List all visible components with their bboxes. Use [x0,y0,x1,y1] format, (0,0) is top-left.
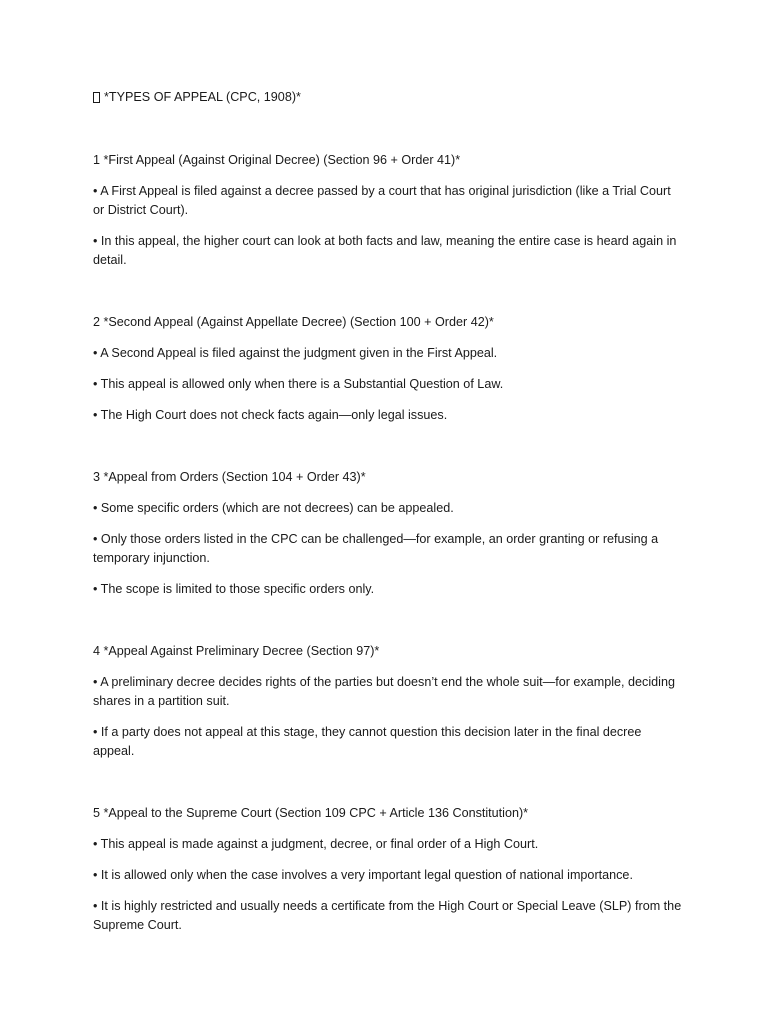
bullet-item: • The scope is limited to those specific orders only. [93,582,375,596]
bullet-item: • Some specific orders (which are not decrees) can be appealed. [93,501,454,515]
section-heading: 5 *Appeal to the Supreme Court (Section 109 CPC + Article 136 Constitution)* [93,806,529,820]
bullet-item: • In this appeal, the higher court can look at both facts and law, meaning the entire case is heard again in detail. [93,234,677,267]
bullet-item: • It is allowed only when the case involves a very important legal question of national importance. [93,868,633,882]
bullet-item: • Only those orders listed in the CPC can be challenged—for example, an order granting or refusing a temporary injunction. [93,532,659,565]
bullet-item: • This appeal is made against a judgment, decree, or final order of a High Court. [93,837,539,851]
section-second-appeal [93,313,683,425]
bullet-item: • A preliminary decree decides rights of the parties but doesn’t end the whole suit—for example, deciding shares in a partition suit. [93,675,675,708]
section-heading: 4 *Appeal Against Preliminary Decree (Section 97)* [93,644,380,658]
bullet-item: • This appeal is allowed only when there is a Substantial Question of Law. [93,377,504,391]
bullet-item: • It is highly restricted and usually needs a certificate from the High Court or Special Leave (SLP) from the Supreme Court. [93,899,682,932]
bullet-item: • A Second Appeal is filed against the judgment given in the First Appeal. [93,346,498,360]
missing-glyph-icon [93,92,100,103]
bullet-item: • A First Appeal is filed against a decree passed by a court that has original jurisdiction (like a Trial Court or District Court). [93,184,671,217]
section-preliminary-decree [93,642,683,761]
document-title-text: *TYPES OF APPEAL (CPC, 1908)* [104,90,301,104]
section-heading: 3 *Appeal from Orders (Section 104 + Order 43)* [93,470,366,484]
section-supreme-court [93,804,683,935]
bullet-item: • If a party does not appeal at this stage, they cannot question this decision later in the final decree appeal. [93,725,642,758]
section-heading: 2 *Second Appeal (Against Appellate Decree) (Section 100 + Order 42)* [93,315,494,329]
bullet-item: • The High Court does not check facts again—only legal issues. [93,408,448,422]
section-appeal-from-orders [93,468,683,599]
document-title [93,88,683,107]
section-first-appeal [93,151,683,270]
section-heading: 1 *First Appeal (Against Original Decree) (Section 96 + Order 41)* [93,153,461,167]
document-page [93,88,683,935]
